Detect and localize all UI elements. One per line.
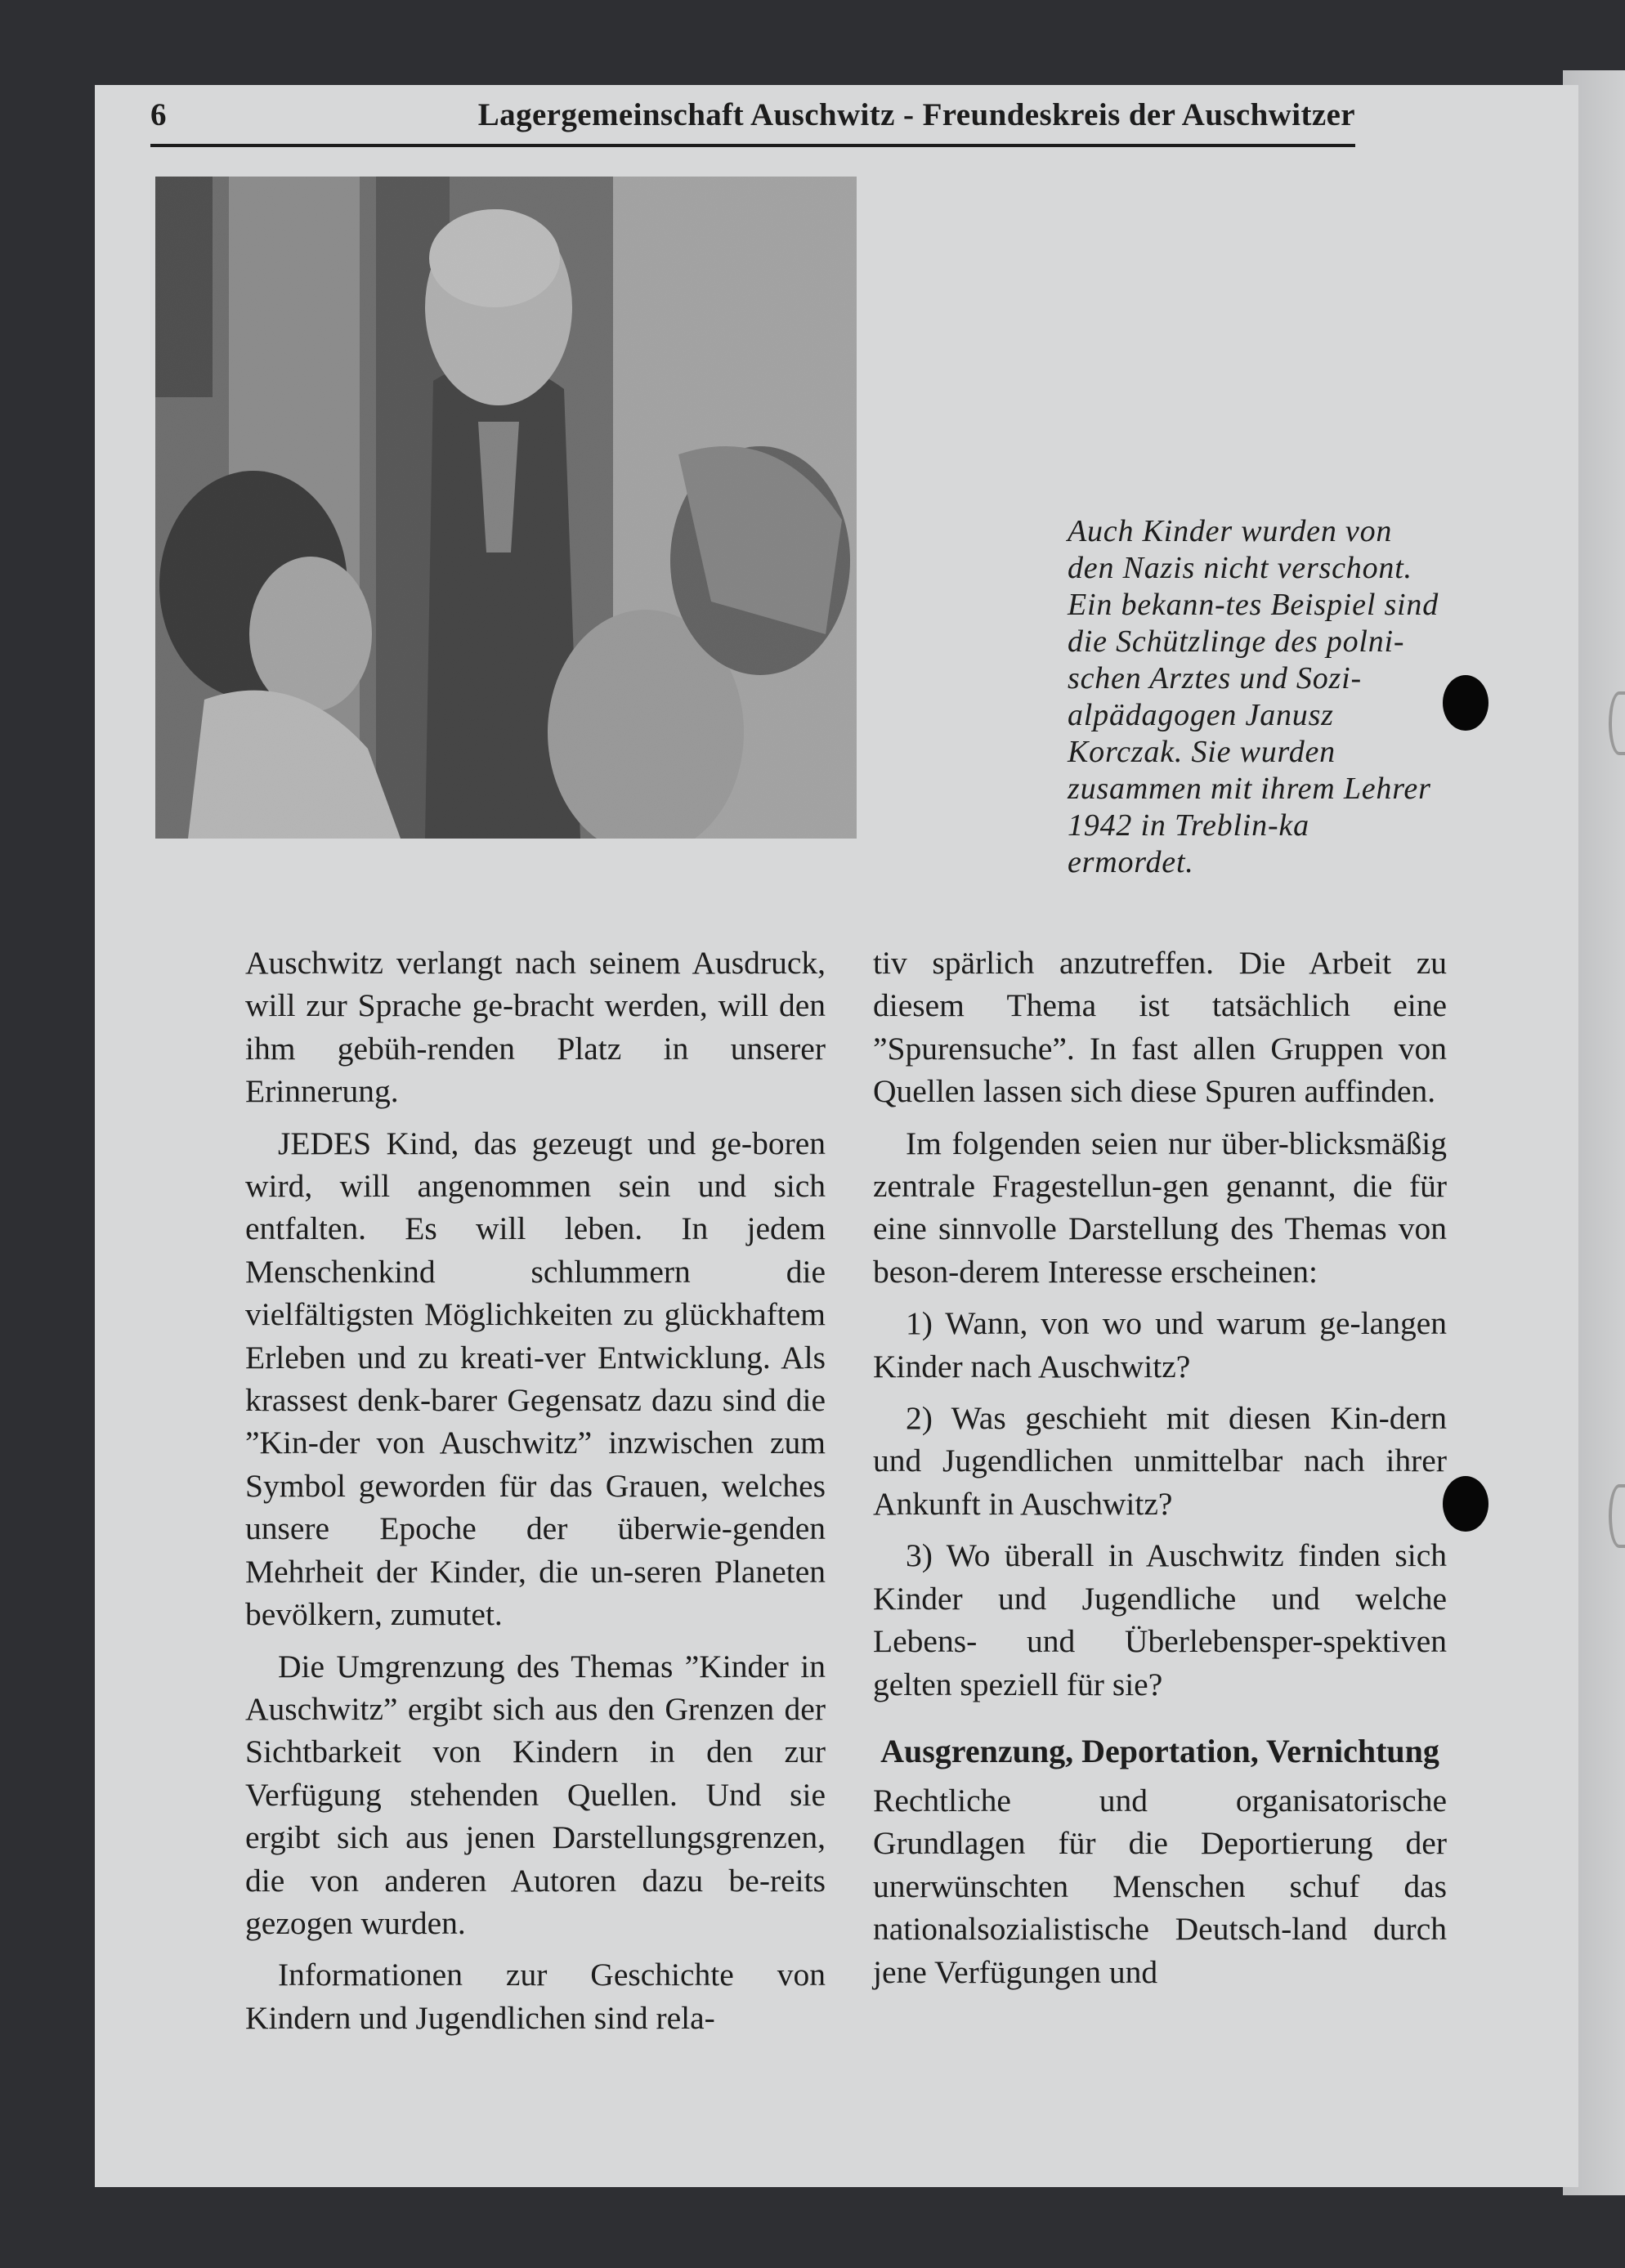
paragraph: Informationen zur Geschichte von Kindern und Jugendlichen sind rela-: [245, 1957, 826, 2036]
section-heading: Ausgrenzung, Deportation, Vernichtung: [880, 1732, 1439, 1769]
paragraph: Die Umgrenzung des Themas ”Kinder in Auschwitz” ergibt sich aus den Grenzen der Sichtbarkeit von Kindern in den zur Verfügung stehenden Quellen. Und sie ergibt sich aus jenen Darstellungsgrenzen, die von anderen Autoren dazu be-reits gezogen wurden.: [245, 1648, 826, 1941]
paragraph: JEDES Kind, das gezeugt und ge-boren wird, will angenommen sein und sich entfalten. Es will leben. In jedem Menschenkind schlummern die vielfältigsten Möglichkeiten zu glückhaftem Erleben und zu kreati-ver Entwicklung. Als krassest denk-barer Gegensatz dazu sind die ”Kin-der von Auschwitz” inzwischen zum Symbol geworden für das Grauen, welches unsere Epoche der überwie-genden Mehrheit der Kinder, die un-seren Planeten bevölkern, zumutet.: [245, 1125, 826, 1633]
question-item: 2) Was geschieht mit diesen Kin-dern und Jugendlichen unmittelbar nach ihrer Ankunft in Auschwitz?: [873, 1400, 1447, 1522]
binder-ring-icon: [1609, 1484, 1625, 1548]
photo-illustration: [155, 177, 857, 839]
paragraph: tiv spärlich anzutreffen. Die Arbeit zu diesem Thema ist tatsächlich eine ”Spurensuche”. In fast allen Gruppen von Quellen lassen sich diese Spuren auffinden.: [873, 945, 1447, 1110]
punch-hole: [1443, 675, 1488, 731]
text-column-left: [245, 942, 826, 2048]
binder-ring-icon: [1609, 691, 1625, 755]
page-number: 6: [150, 97, 167, 132]
paragraph: Rechtliche und organisatorische Grundlagen für die Deportierung der unerwünschten Menschen schuf das nationalsozialistische Deutsch-land durch jene Verfügungen und: [873, 1782, 1447, 1990]
running-header: [150, 96, 1355, 147]
photo-caption: Auch Kinder wurden von den Nazis nicht verschont. Ein bekann-tes Beispiel sind die Schützlinge des polni-schen Arztes und Sozi-alpädagogen Janusz Korczak. Sie wurden zusammen mit ihrem Lehrer 1942 in Treblin-ka ermordet.: [1068, 514, 1439, 879]
publication-title: Lagergemeinschaft Auschwitz - Freundeskreis der Auschwitzer: [477, 97, 1355, 132]
text-column-right: [873, 942, 1447, 2002]
punch-hole: [1443, 1476, 1488, 1532]
question-item: 1) Wann, von wo und warum ge-langen Kinder nach Auschwitz?: [873, 1305, 1447, 1385]
question-item: 3) Wo überall in Auschwitz finden sich Kinder und Jugendliche und welche Lebens- und Überlebensper-spektiven gelten speziell für sie?: [873, 1537, 1447, 1702]
paragraph: Auschwitz verlangt nach seinem Ausdruck, will zur Sprache ge-bracht werden, will den ihm gebüh-renden Platz in unserer Erinnerung.: [245, 945, 826, 1110]
paragraph: Im folgenden seien nur über-blicksmäßig zentrale Fragestellun-gen genannt, die für eine sinnvolle Darstellung des Themas von beson-derem Interesse erscheinen:: [873, 1125, 1447, 1290]
historical-photo: [155, 177, 857, 839]
